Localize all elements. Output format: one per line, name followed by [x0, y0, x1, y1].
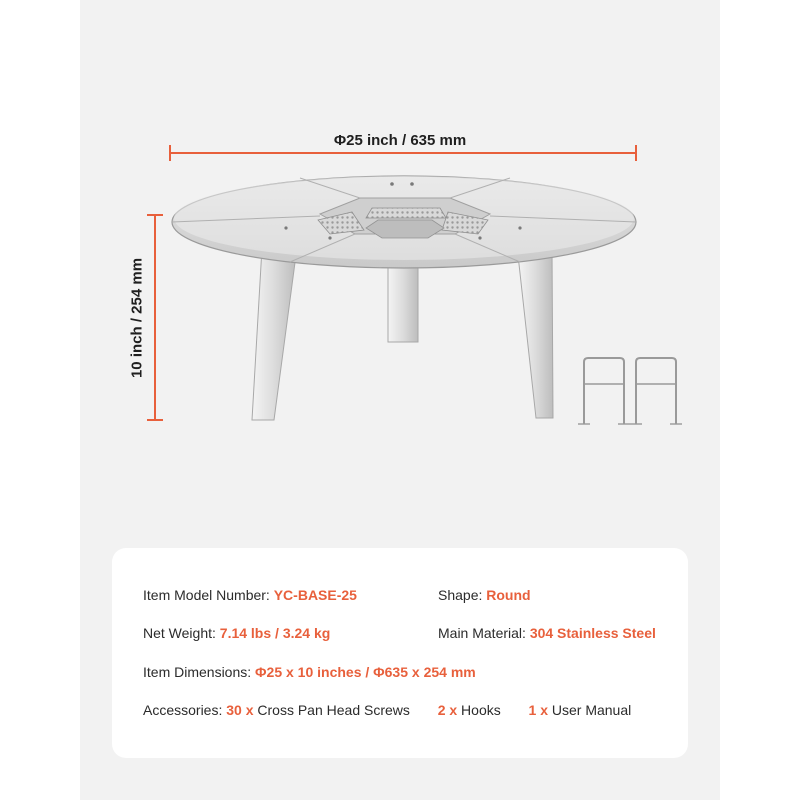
spec-label: Item Model Number:	[143, 587, 270, 603]
table-leg-left	[252, 248, 296, 420]
spec-shape	[438, 587, 531, 603]
spec-label: Main Material:	[438, 625, 526, 641]
table-leg-right	[518, 248, 553, 418]
spec-card	[112, 548, 688, 758]
hook-icon	[578, 358, 630, 424]
spec-value: 7.14 lbs / 3.24 kg	[219, 625, 331, 641]
table-leg-back	[388, 262, 418, 342]
height-dimension-line	[147, 215, 163, 420]
accessory-name: Cross Pan Head Screws	[257, 702, 410, 718]
width-dimension-label: Φ25 inch / 635 mm	[333, 132, 467, 149]
spec-label: Net Weight:	[143, 625, 216, 641]
spec-model-number	[143, 587, 357, 603]
spec-value: Φ25 x 10 inches / Φ635 x 254 mm	[255, 664, 476, 680]
spec-label: Shape:	[438, 587, 483, 603]
height-dimension-label: 10 inch / 254 mm	[128, 257, 146, 379]
spec-value: 304 Stainless Steel	[529, 625, 656, 641]
spec-value: Round	[486, 587, 531, 603]
accessory-qty: 2 x	[437, 702, 458, 718]
spec-value: YC-BASE-25	[273, 587, 357, 603]
spec-label: Item Dimensions:	[143, 664, 252, 680]
table-top	[172, 176, 636, 268]
accessory-name: Hooks	[461, 702, 501, 718]
spec-net-weight	[143, 625, 330, 641]
hook-icon	[630, 358, 682, 424]
accessory-name: User Manual	[551, 702, 632, 718]
accessory-qty: 1 x	[528, 702, 548, 718]
accessory-qty: 30 x	[226, 702, 254, 718]
spec-item-dimensions	[143, 664, 476, 680]
spec-accessories	[143, 702, 631, 718]
spec-label: Accessories:	[143, 702, 223, 718]
spec-main-material	[438, 625, 656, 641]
